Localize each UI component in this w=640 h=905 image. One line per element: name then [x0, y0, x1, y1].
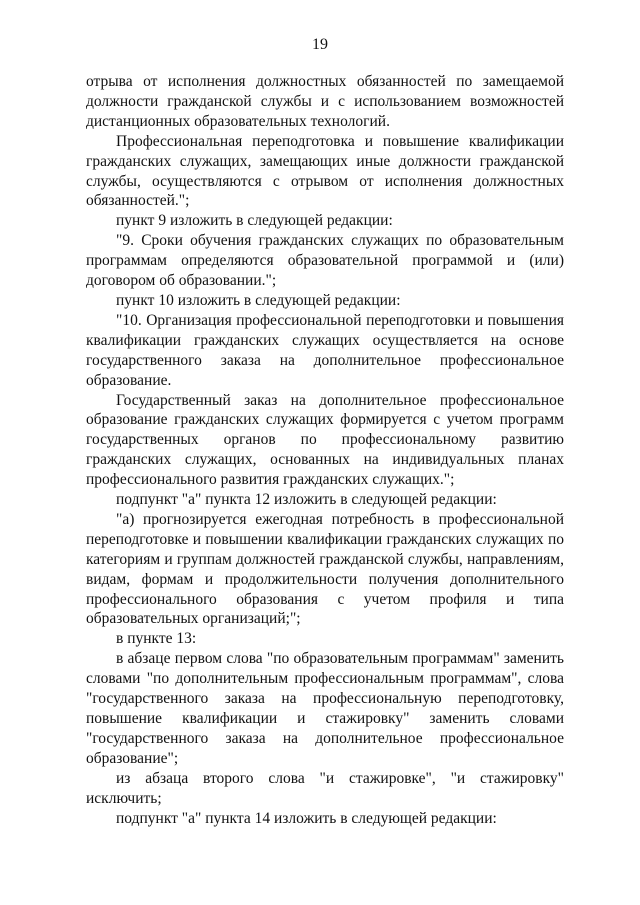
paragraph: из абзаца второго слова "и стажировке", "и стажировку" исключить;	[86, 769, 564, 807]
paragraph: подпункт "а" пункта 12 изложить в следующей редакции:	[116, 491, 497, 509]
paragraph: отрыва от исполнения должностных обязанностей по замещаемой должности гражданской службы и с использованием возможностей дистанционных образовательных технологий.	[86, 73, 564, 130]
paragraph: в пункте 13:	[116, 630, 197, 648]
page-number: 19	[312, 36, 328, 53]
paragraph: подпункт "а" пункта 14 изложить в следующей редакции:	[116, 809, 497, 827]
paragraph: пункт 9 изложить в следующей редакции:	[116, 212, 393, 230]
paragraph: Государственный заказ на дополнительное профессиональное образование гражданских служащих формируется с учетом программ государственных органов по профессиональному развитию гражданских служащих, основанных на индивидуальных планах профессионального развития гражданских служащих.";	[86, 391, 564, 489]
paragraph: в абзаце первом слова "по образовательным программам" заменить словами "по дополнительным профессиональным программам", слова "государственного заказа на профессиональную переподготовку, повышение квалификации и стажировку" заменить словами "государственного заказа на дополнительное профессиональное образование";	[86, 650, 564, 767]
paragraph: пункт 10 изложить в следующей редакции:	[116, 291, 401, 309]
paragraph: "10. Организация профессиональной переподготовки и повышения квалификации гражданских служащих осуществляется на основе государственного заказа на дополнительное профессиональное образование.	[86, 311, 564, 389]
paragraph: "9. Сроки обучения гражданских служащих по образовательным программам определяются образовательной программой и (или) договором об образовании.";	[86, 232, 564, 290]
paragraph: "а) прогнозируется ежегодная потребность в профессиональной переподготовке и повышении квалификации гражданских служащих по категориям и группам должностей гражданской службы, направлениям, видам, формам и продолжительности получения дополнительного профессионального образования с учетом профиля и типа образовательных организаций;";	[86, 510, 564, 628]
paragraph: Профессиональная переподготовка и повышение квалификации гражданских служащих, замещающих иные должности гражданской службы, осуществляются с отрывом от исполнения должностных обязанностей.";	[86, 132, 564, 210]
document-body	[86, 72, 564, 828]
